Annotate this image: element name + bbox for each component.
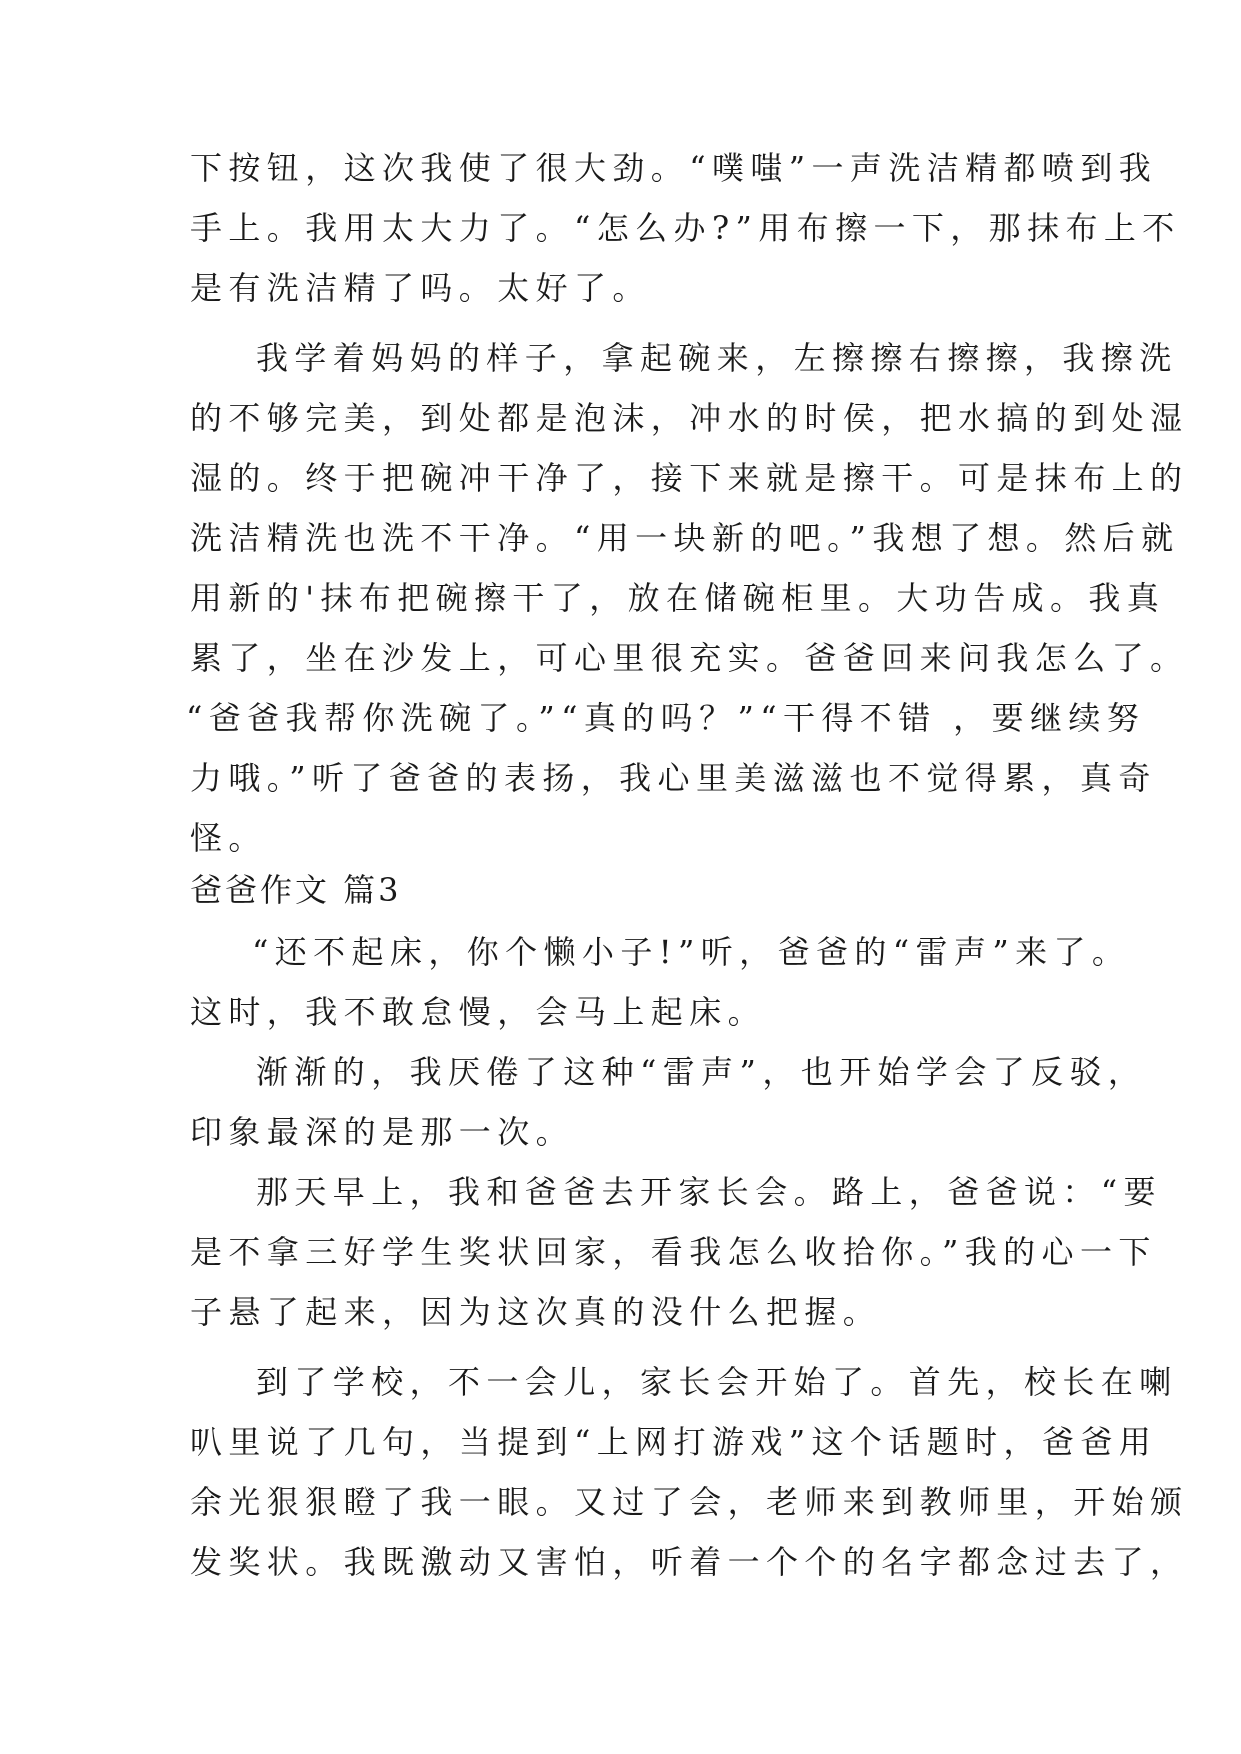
paragraph-first-line: 渐渐的，我厌倦了这种“雷声”，也开始学会了反驳， bbox=[256, 1053, 1147, 1091]
text-line: 是有洗洁精了吗。太好了。 bbox=[190, 269, 651, 307]
text-line: 子悬了起来，因为这次真的没什么把握。 bbox=[190, 1293, 882, 1331]
paragraph-first-line: 我学着妈妈的样子，拿起碗来，左擦擦右擦擦，我擦洗 bbox=[256, 339, 1178, 377]
text-line: 是不拿三好学生奖状回家，看我怎么收拾你。”我的心一下 bbox=[190, 1233, 1157, 1271]
text-line: 下按钮，这次我使了很大劲。“噗嗤”一声洗洁精都喷到我 bbox=[190, 149, 1158, 187]
text-line: 这时，我不敢怠慢，会马上起床。 bbox=[190, 993, 767, 1031]
text-line: 叭里说了几句，当提到“上网打游戏”这个话题时，爸爸用 bbox=[190, 1423, 1158, 1461]
paragraph-first-line: 那天早上，我和爸爸去开家长会。路上，爸爸说：“要 bbox=[256, 1173, 1162, 1211]
text-line: 力哦。”听了爸爸的表扬，我心里美滋滋也不觉得累，真奇 bbox=[190, 759, 1157, 797]
text-line: 怪。 bbox=[190, 819, 267, 857]
text-line: 印象最深的是那一次。 bbox=[190, 1113, 575, 1151]
paragraph-first-line: “还不起床，你个懒小子!”听，爸爸的“雷声”来了。 bbox=[252, 933, 1131, 971]
text-line: 发奖状。我既激动又害怕，听着一个个的名字都念过去了， bbox=[190, 1543, 1189, 1581]
text-line: “爸爸我帮你洗碗了。”“真的吗？”“干得不错 ，要继续努 bbox=[186, 699, 1146, 737]
text-line: 洗洁精洗也洗不干净。“用一块新的吧。”我想了想。然后就 bbox=[190, 519, 1180, 557]
section-heading: 爸爸作文 篇3 bbox=[190, 871, 402, 909]
text-line: 累了，坐在沙发上，可心里很充实。爸爸回来问我怎么了。 bbox=[190, 639, 1189, 677]
text-line: 湿的。终于把碗冲干净了，接下来就是擦干。可是抹布上的 bbox=[190, 459, 1189, 497]
text-line: 的不够完美，到处都是泡沫，冲水的时侯，把水搞的到处湿 bbox=[190, 399, 1189, 437]
paragraph-first-line: 到了学校，不一会儿，家长会开始了。首先，校长在喇 bbox=[256, 1363, 1178, 1401]
text-line: 手上。我用太大力了。“怎么办?”用布擦一下，那抹布上不 bbox=[190, 209, 1181, 247]
text-line: 余光狠狠瞪了我一眼。又过了会，老师来到教师里，开始颁 bbox=[190, 1483, 1189, 1521]
text-line: 用新的'抹布把碗擦干了，放在储碗柜里。大功告成。我真 bbox=[190, 579, 1166, 617]
